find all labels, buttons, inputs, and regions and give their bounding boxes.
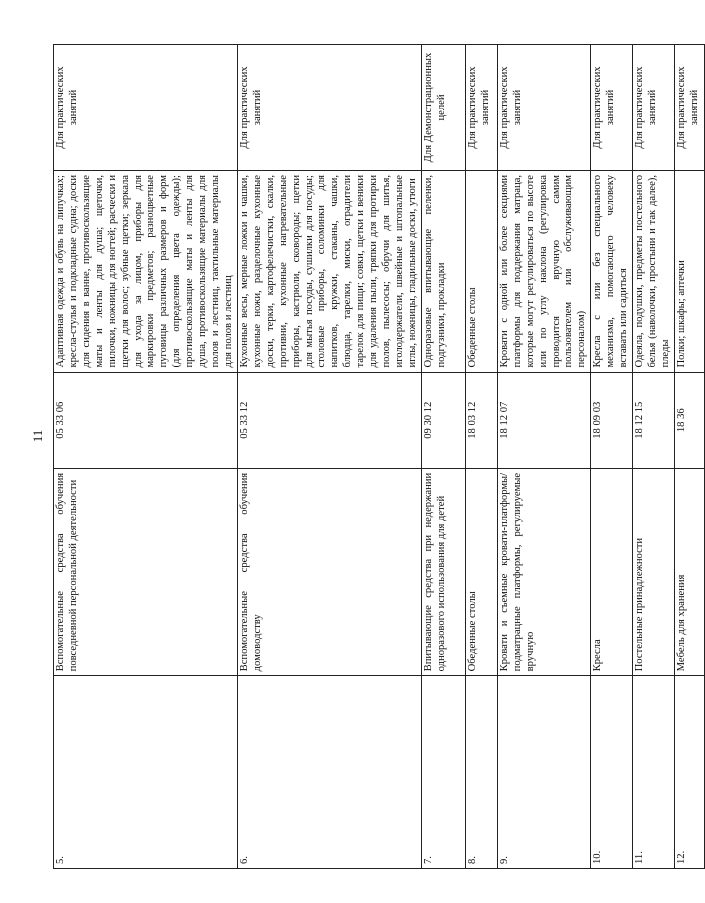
- item-description: Одеяла, подушки, предметы постельного белья (наволочки, простыни и так далее), пледы: [633, 171, 675, 373]
- item-description: Полки; шкафы; аптечки: [674, 171, 704, 373]
- table-row: [674, 45, 704, 869]
- item-name: Мебель для хранения: [674, 468, 704, 675]
- item-description: Обеденные столы: [465, 171, 497, 373]
- row-number: 6.: [237, 676, 421, 869]
- item-purpose: Для практических занятий: [54, 45, 238, 171]
- classification-code: 05 33 12: [237, 372, 421, 468]
- classification-code: 18 12 07: [497, 372, 590, 468]
- row-number: 10.: [591, 676, 633, 869]
- row-number: 9.: [497, 676, 590, 869]
- row-number: 7.: [421, 676, 465, 869]
- item-description: Кухонные весы, мерные ложки и чашки, кухонные ножи, разделочные кухонные доски, терки, картофелечистки, скалки, противни, кухонные нагревательные приборы, кастрюли, сковороды; щетки для мытья посуды, сушилки для посуды; столовые приборы, соломинки для напитков, кружки, стаканы, чашки, блюдца, тарелки, миски, оградители тарелок для пищи; совки, щетки и веники для удаления пыли, тряпки для протирки полов, пылесосы; обручи для шитья, иголодержатели, швейные и штопальные иглы, ножницы, гладильные доски, утюги: [237, 171, 421, 373]
- classification-code: 18 12 15: [633, 372, 675, 468]
- classification-code: 05 33 06: [54, 372, 238, 468]
- classification-code: 18 36: [674, 372, 704, 468]
- item-description: Кровати с одной или более секциями платформы для поддержания матраца, которые могут регулироваться по высоте или по углу наклона (регулировка проводится вручную самим пользователем или обслуживающим персоналом): [497, 171, 590, 373]
- table-row: [633, 45, 675, 869]
- equipment-table: [53, 44, 705, 869]
- item-description: Одноразовые впитывающие пеленки, подгузники, прокладки: [421, 171, 465, 373]
- item-name: Вспомогательные средства обучения повседневной персональной деятельности: [54, 468, 238, 675]
- item-purpose: Для практических занятий: [237, 45, 421, 171]
- row-number: 12.: [674, 676, 704, 869]
- table-row: [465, 45, 497, 869]
- classification-code: 18 03 12: [465, 372, 497, 468]
- item-purpose: Для практических занятий: [591, 45, 633, 171]
- item-name: Впитывающие средства при недержании одноразового использования для детей: [421, 468, 465, 675]
- table-row: [54, 45, 238, 869]
- item-description: Адаптивная одежда и обувь на липучках; кресла-стулья и подкладные судна; доски для сидения в ванне, противоскользящие маты и ленты для душа; щеточки, пилочки, ножницы для ногтей; расчески и щетки для волос; зубные щетки; зеркала для ухода за лицом, приборы для маркировки предметов; разноцветные пуговицы различных размеров и форм (для определения цвета одежды); противоскользящие маты и ленты для душа, противоскользящие материалы для полов и лестниц, тактильные материалы для полов и лестниц: [54, 171, 238, 373]
- rotated-page-content: [53, 44, 700, 869]
- item-name: Кровати и съемные кровати-платформы/подматрацные платформы, регулируемые вручную: [497, 468, 590, 675]
- table-row: [421, 45, 465, 869]
- row-number: 11.: [633, 676, 675, 869]
- item-purpose: Для практических занятий: [633, 45, 675, 171]
- classification-code: 18 09 03: [591, 372, 633, 468]
- item-name: Вспомогательные средства обучения домоводству: [237, 468, 421, 675]
- table-row: [591, 45, 633, 869]
- table-row: [497, 45, 590, 869]
- item-description: Кресла с или без специального механизма, помогающего человеку вставать или садиться: [591, 171, 633, 373]
- item-purpose: Для практических занятий: [497, 45, 590, 171]
- page-number: 11: [30, 429, 45, 443]
- row-number: 8.: [465, 676, 497, 869]
- item-purpose: Для Демонстрационных целей: [421, 45, 465, 171]
- item-purpose: Для практических занятий: [465, 45, 497, 171]
- classification-code: 09 30 12: [421, 372, 465, 468]
- row-number: 5.: [54, 676, 238, 869]
- item-name: Постельные принадлежности: [633, 468, 675, 675]
- table-row: [237, 45, 421, 869]
- item-name: Обеденные столы: [465, 468, 497, 675]
- item-purpose: Для практических занятий: [674, 45, 704, 171]
- item-name: Кресла: [591, 468, 633, 675]
